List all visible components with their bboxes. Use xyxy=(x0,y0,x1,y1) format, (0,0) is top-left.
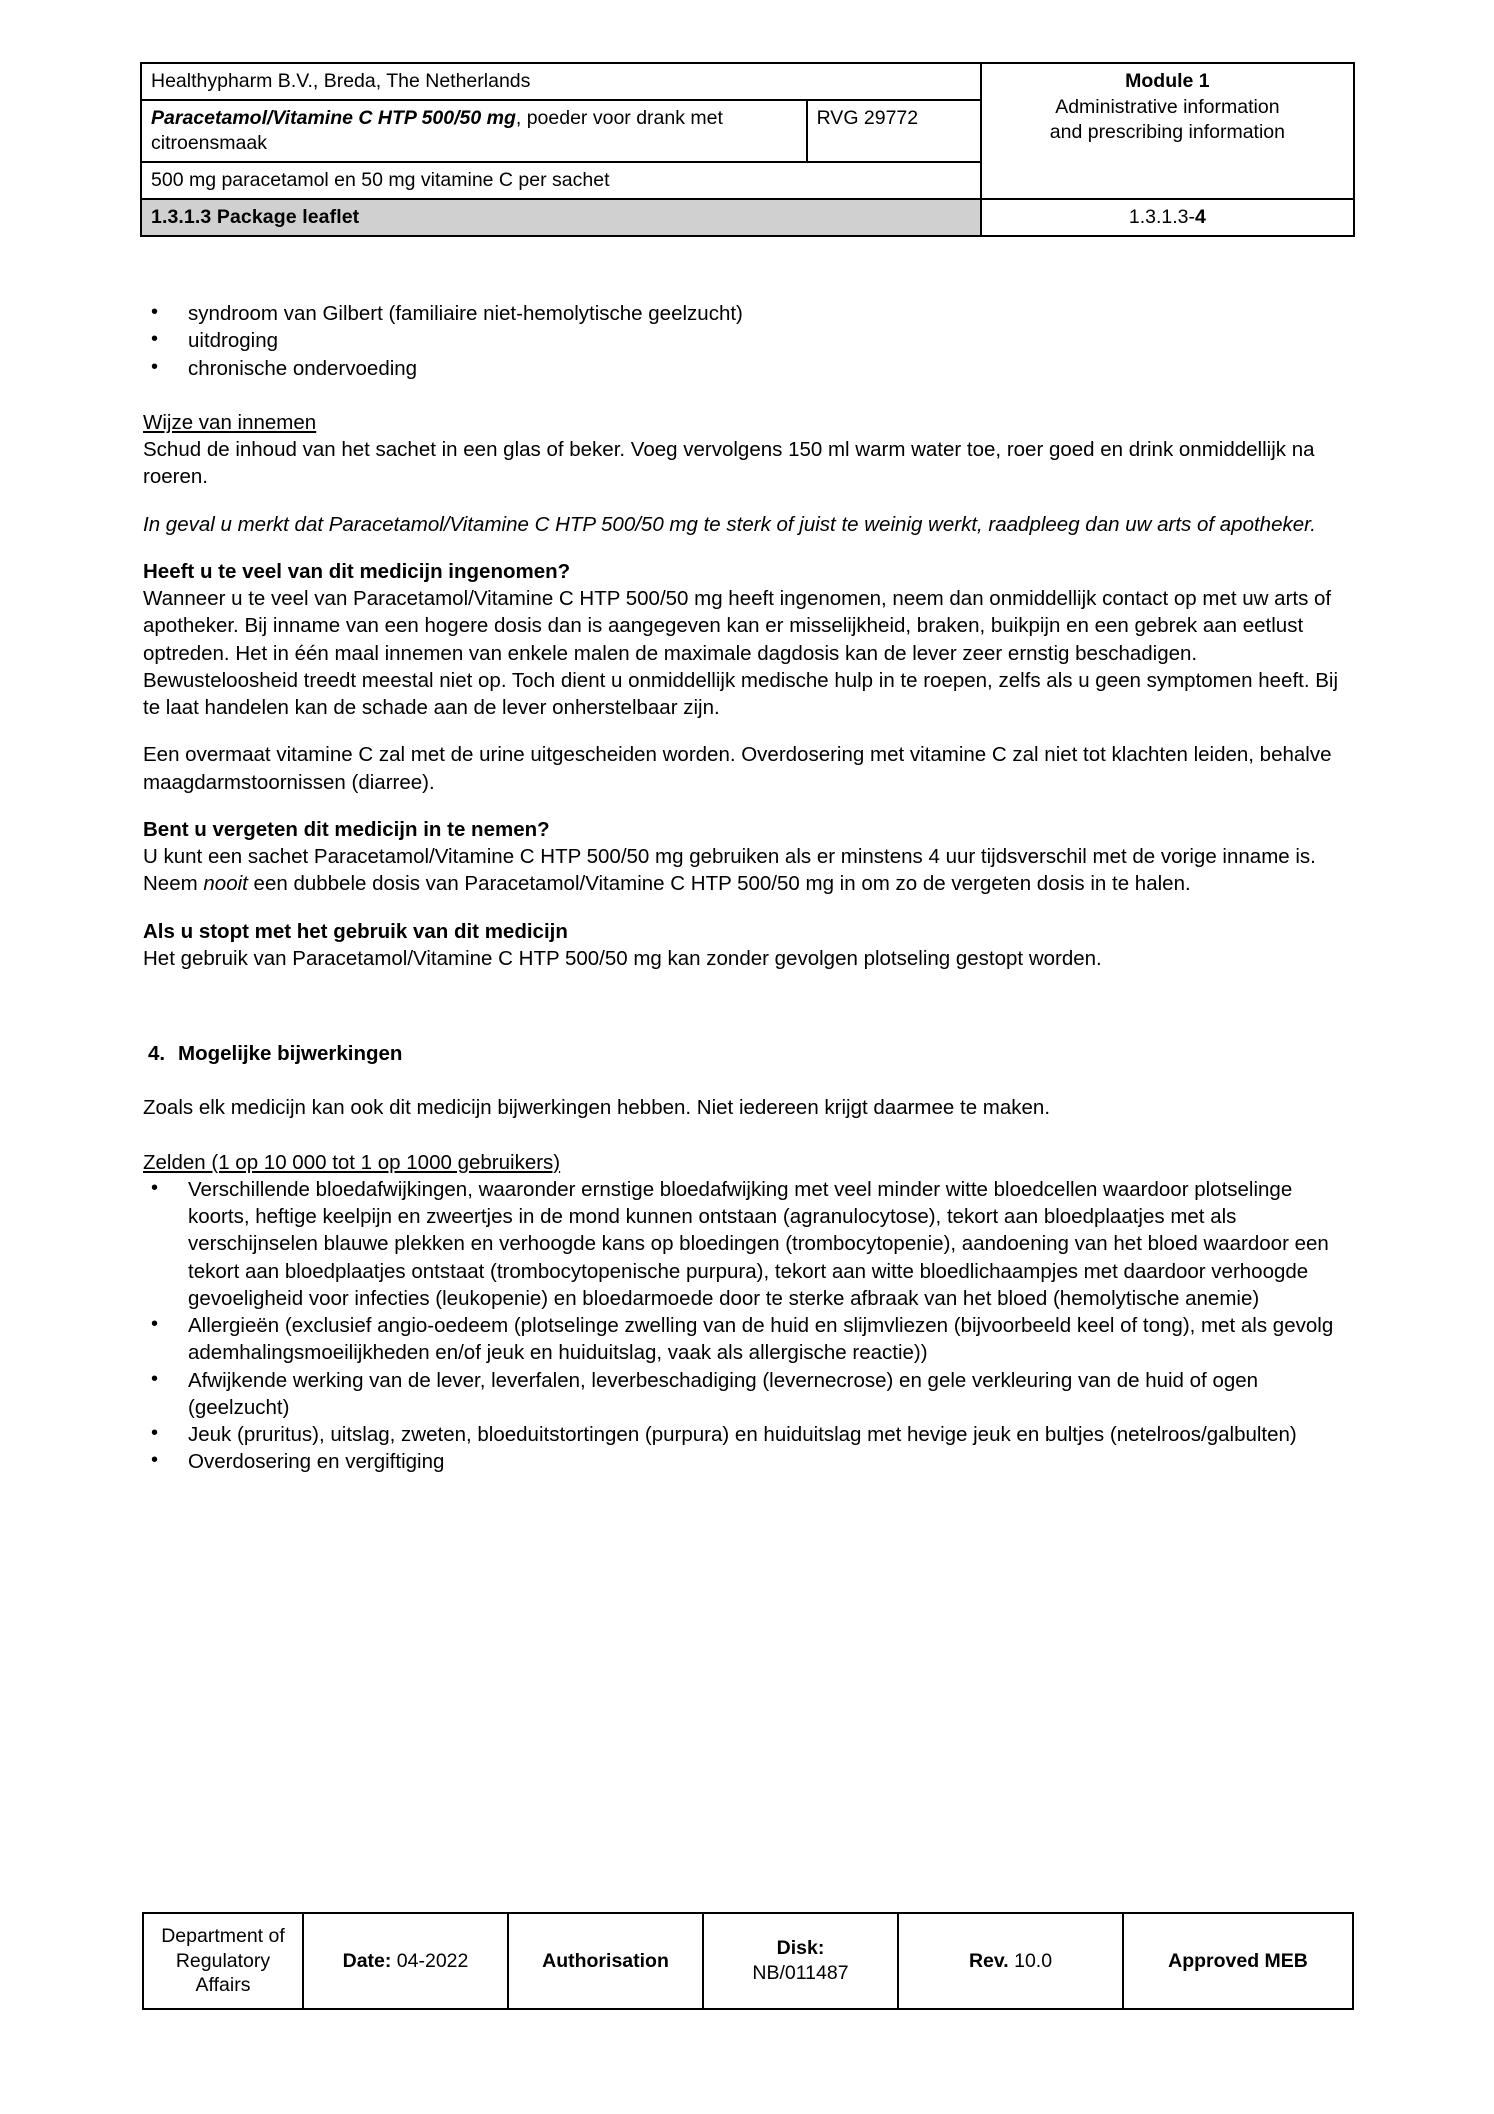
footer-rev-value: 10.0 xyxy=(1014,1949,1053,1972)
header-row-company xyxy=(141,63,1354,100)
zelden-bullet-list xyxy=(143,1176,1351,1476)
page-number-prefix: 1.3.1.3- xyxy=(1128,205,1196,228)
document-body xyxy=(143,300,1351,1476)
header-module-cell xyxy=(981,63,1354,199)
paragraph-wijze-van-innemen: Schud de inhoud van het sachet in een glas of beker. Voeg vervolgens 150 ml warm water toe, roer goed en drink onmiddellijk na roeren. xyxy=(143,438,1315,489)
top-bullet-list xyxy=(143,300,1351,382)
heading-te-veel-ingenomen: Heeft u te veel van dit medicijn ingenomen? xyxy=(143,559,571,583)
spacer xyxy=(143,538,1351,558)
header-product-rest: , poeder voor drank met citroensmaak xyxy=(151,106,723,154)
spacer xyxy=(143,898,1351,918)
header-strength-line: 500 mg paracetamol en 50 mg vitamine C per sachet xyxy=(141,162,981,199)
list-item: • syndroom van Gilbert (familiaire niet-hemolytische geelzucht) xyxy=(143,300,1351,327)
paragraph-te-veel-ingenomen: Wanneer u te veel van Paracetamol/Vitamine C HTP 500/50 mg heeft ingenomen, neem dan onmiddellijk contact op met uw arts of apotheker. Bij inname van een hogere dosis dan is aangegeven kan er misselijkheid, braken, buikpijn en een gebrek aan eetlust optreden. Het in één maal innemen van enkele malen de maximale dagdosis kan de lever zeer ernstig beschadigen. Bewusteloosheid treedt meestal niet op. Toch dient u onmiddellijk medische hulp in te roepen, zelfs als u geen symptomen heeft. Bij te laat handelen kan de schade aan de lever onherstelbaar zijn. xyxy=(143,587,1339,719)
header-module-line1: Administrative information xyxy=(1055,95,1280,118)
list-item: • Verschillende bloedafwijkingen, waaronder ernstige bloedafwijking met veel minder witte bloedcellen waardoor plotselinge koorts, heftige keelpijn en zweertjes in de mond kunnen ontstaan (agranulocytose), tekort aan bloedplaatjes met als verschijnselen blauwe plekken en verhoogde kans op bloedingen (trombocytopenie), aandoening van het bloed waardoor een tekort aan bloedplaatjes ontstaat (trombocytopenische purpura), tekort aan witte bloedlichaampjes met daardoor verhoogde gevoeligheid voor infecties (leukopenie) en bloedarmoede door te sterke afbraak van het bloed (hemolytische anemie) xyxy=(143,1176,1351,1312)
list-item: • Allergieën (exclusief angio-oedeem (plotselinge zwelling van de huid en slijmvliezen (bijvoorbeeld keel of tong), met als gevolg ademhalingsmoeilijkheden en/of jeuk en huiduitslag, vaak als allergische reactie)) xyxy=(143,1312,1351,1367)
vergeten-text-part1: U kunt een sachet Paracetamol/Vitamine C HTP 500/50 mg gebruiken als er minstens 4 uur tijdsverschil met de vorige inname is. Neem xyxy=(143,845,1316,896)
heading-section-4 xyxy=(143,1040,1351,1067)
footer-approved: Approved MEB xyxy=(1123,1913,1353,2009)
footer-disk-label: Disk: xyxy=(776,1937,825,1960)
spacer xyxy=(143,382,1351,409)
vergeten-text-part2: een dubbele dosis van Paracetamol/Vitamine C HTP 500/50 mg in om zo de vergeten dosis in te halen. xyxy=(247,872,1191,896)
footer-date-label: Date: xyxy=(342,1949,392,1972)
heading-zelden-frequency: Zelden (1 op 10 000 tot 1 op 1000 gebruikers) xyxy=(143,1150,561,1174)
header-product-name: Paracetamol/Vitamine C HTP 500/50 mg xyxy=(151,106,516,129)
list-item: • Jeuk (pruritus), uitslag, zweten, bloeduitstortingen (purpura) en huiduitslag met hevige jeuk en bultjes (netelroos/galbulten) xyxy=(143,1421,1351,1448)
header-page-number xyxy=(981,199,1354,236)
spacer xyxy=(143,1122,1351,1149)
document-header-table xyxy=(140,62,1355,237)
list-item: • uitdroging xyxy=(143,327,1351,354)
spacer xyxy=(143,1067,1351,1094)
section-4-number: 4. xyxy=(148,1042,166,1065)
heading-vergeten-in-te-nemen: Bent u vergeten dit medicijn in te nemen? xyxy=(143,817,550,841)
spacer xyxy=(143,721,1351,741)
footer-department xyxy=(143,1913,303,2009)
footer-date xyxy=(303,1913,508,2009)
footer-revision xyxy=(898,1913,1123,2009)
page-number-value: 4 xyxy=(1195,205,1206,228)
list-item: • chronische ondervoeding xyxy=(143,355,1351,382)
footer-department-line1: Department of xyxy=(161,1925,285,1947)
heading-stoppen-gebruik: Als u stopt met het gebruik van dit medicijn xyxy=(143,919,568,943)
list-item: • Afwijkende werking van de lever, leverfalen, leverbeschadiging (levernecrose) en gele verkleuring van de huid of ogen (geelzucht) xyxy=(143,1367,1351,1422)
paragraph-overmaat-vitamine-c: Een overmaat vitamine C zal met de urine uitgescheiden worden. Overdosering met vitamine C zal niet tot klachten leiden, behalve maagdarmstoornissen (diarree). xyxy=(143,743,1332,794)
paragraph-werking-advies: In geval u merkt dat Paracetamol/Vitamine C HTP 500/50 mg te sterk of juist te weinig werkt, raadpleeg dan uw arts of apotheker. xyxy=(143,512,1316,536)
spacer xyxy=(143,796,1351,816)
header-product-cell xyxy=(141,100,807,162)
heading-wijze-van-innemen: Wijze van innemen xyxy=(143,410,317,434)
list-item: • Overdosering en vergiftiging xyxy=(143,1448,1351,1475)
footer-rev-label: Rev. xyxy=(968,1949,1009,1972)
paragraph-vergeten-in-te-nemen xyxy=(143,843,1351,898)
header-section-title: 1.3.1.3 Package leaflet xyxy=(141,199,981,236)
paragraph-bijwerkingen-intro: Zoals elk medicijn kan ook dit medicijn bijwerkingen hebben. Niet iedereen krijgt daarmee te maken. xyxy=(143,1096,1051,1120)
footer-disk xyxy=(703,1913,898,2009)
paragraph-stoppen-gebruik: Het gebruik van Paracetamol/Vitamine C HTP 500/50 mg kan zonder gevolgen plotseling gestopt worden. xyxy=(143,946,1102,970)
spacer xyxy=(143,972,1351,1040)
section-4-title: Mogelijke bijwerkingen xyxy=(178,1042,403,1065)
header-module-title: Module 1 xyxy=(1125,70,1210,92)
header-row-section xyxy=(141,199,1354,236)
vergeten-text-emphasis: nooit xyxy=(203,872,248,896)
header-company-name: Healthypharm B.V., Breda, The Netherlands xyxy=(141,63,981,100)
footer-date-value: 04-2022 xyxy=(396,1949,469,1972)
header-rvg-number: RVG 29772 xyxy=(807,100,981,162)
footer-disk-value: NB/011487 xyxy=(752,1961,849,1984)
footer-row xyxy=(143,1913,1353,2009)
footer-authorisation: Authorisation xyxy=(508,1913,703,2009)
header-module-line2: and prescribing information xyxy=(1049,120,1285,143)
footer-department-line2: Regulatory Affairs xyxy=(175,1949,271,1997)
spacer xyxy=(143,491,1351,511)
document-footer-table xyxy=(142,1912,1354,2010)
